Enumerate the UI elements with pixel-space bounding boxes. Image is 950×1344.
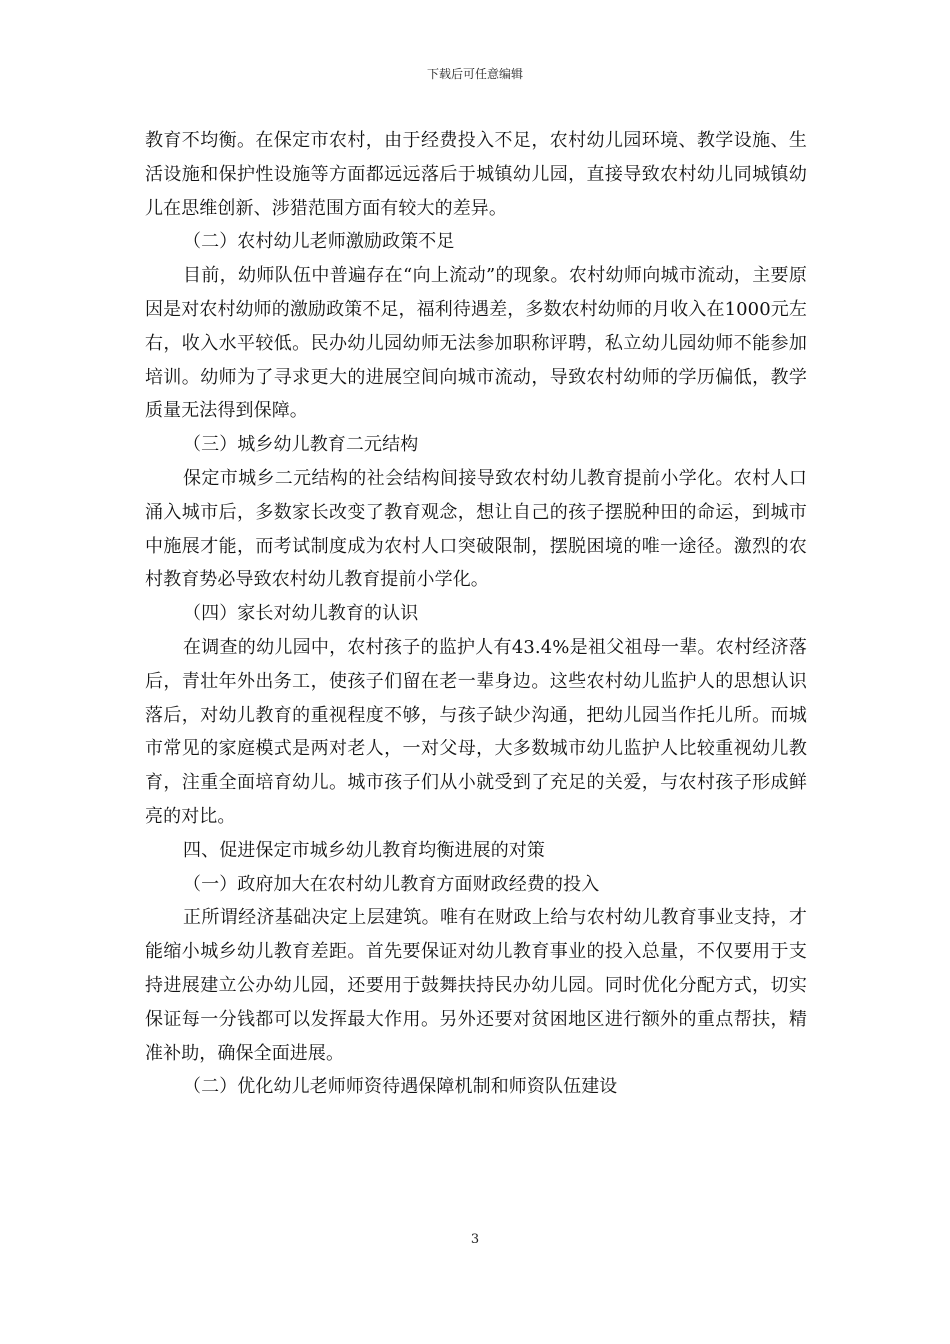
page-number: 3 [470,1232,480,1247]
section-heading-2: （二）农村幼儿老师激励政策不足 [183,231,455,253]
page-header: 下载后可任意编辑 [426,67,523,81]
paragraph-3: 保定市城乡二元结构的社会结构间接导致农村幼儿教育提前小学化。农村人口涌入城市后，多数家长改变了教育观念，想让自己的孩子摆脱种田的命运，到城市中施展才能，而考试制度成为农村人口突破限制，摆脱困境的唯一途径。激烈的农村教育势必导致农村幼儿教育提前小学化。 [145,467,807,591]
section-heading-4-2: （二）优化幼儿老师师资待遇保障机制和师资队伍建设 [183,1076,618,1098]
section-heading-3: （三）城乡幼儿教育二元结构 [183,434,419,456]
chapter-heading-4: 四、促进保定市城乡幼儿教育均衡进展的对策 [183,839,545,861]
section-heading-4: （四）家长对幼儿教育的认识 [183,603,419,625]
paragraph-1: 教育不均衡。在保定市农村，由于经费投入不足，农村幼儿园环境、教学设施、生活设施和保护性设施等方面都远远落后于城镇幼儿园，直接导致农村幼儿同城镇幼儿在思维创新、涉猎范围方面有较大的差异。 [145,130,807,219]
document-body [145,124,807,1104]
section-heading-4-1: （一）政府加大在农村幼儿教育方面财政经费的投入 [183,873,600,895]
paragraph-2: 目前，幼师队伍中普遍存在“向上流动”的现象。农村幼师向城市流动，主要原因是对农村幼师的激励政策不足，福利待遇差，多数农村幼师的月收入在1000元左右，收入水平较低。民办幼儿园幼师无法参加职称评聘，私立幼儿园幼师不能参加培训。幼师为了寻求更大的进展空间向城市流动，导致农村幼师的学历偏低，教学质量无法得到保障。 [145,265,807,422]
paragraph-4: 在调查的幼儿园中，农村孩子的监护人有43.4%是祖父祖母一辈。农村经济落后，青壮年外出务工，使孩子们留在老一辈身边。这些农村幼儿监护人的思想认识落后，对幼儿教育的重视程度不够，与孩子缺少沟通，把幼儿园当作托儿所。而城市常见的家庭模式是两对老人，一对父母，大多数城市幼儿监护人比较重视幼儿教育，注重全面培育幼儿。城市孩子们从小就受到了充足的关爱，与农村孩子形成鲜亮的对比。 [145,636,807,827]
paragraph-5: 正所谓经济基础决定上层建筑。唯有在财政上给与农村幼儿教育事业支持，才能缩小城乡幼儿教育差距。首先要保证对幼儿教育事业的投入总量，不仅要用于支持进展建立公办幼儿园，还要用于鼓舞扶持民办幼儿园。同时优化分配方式，切实保证每一分钱都可以发挥最大作用。另外还要对贫困地区进行额外的重点帮扶，精准补助，确保全面进展。 [145,907,807,1064]
